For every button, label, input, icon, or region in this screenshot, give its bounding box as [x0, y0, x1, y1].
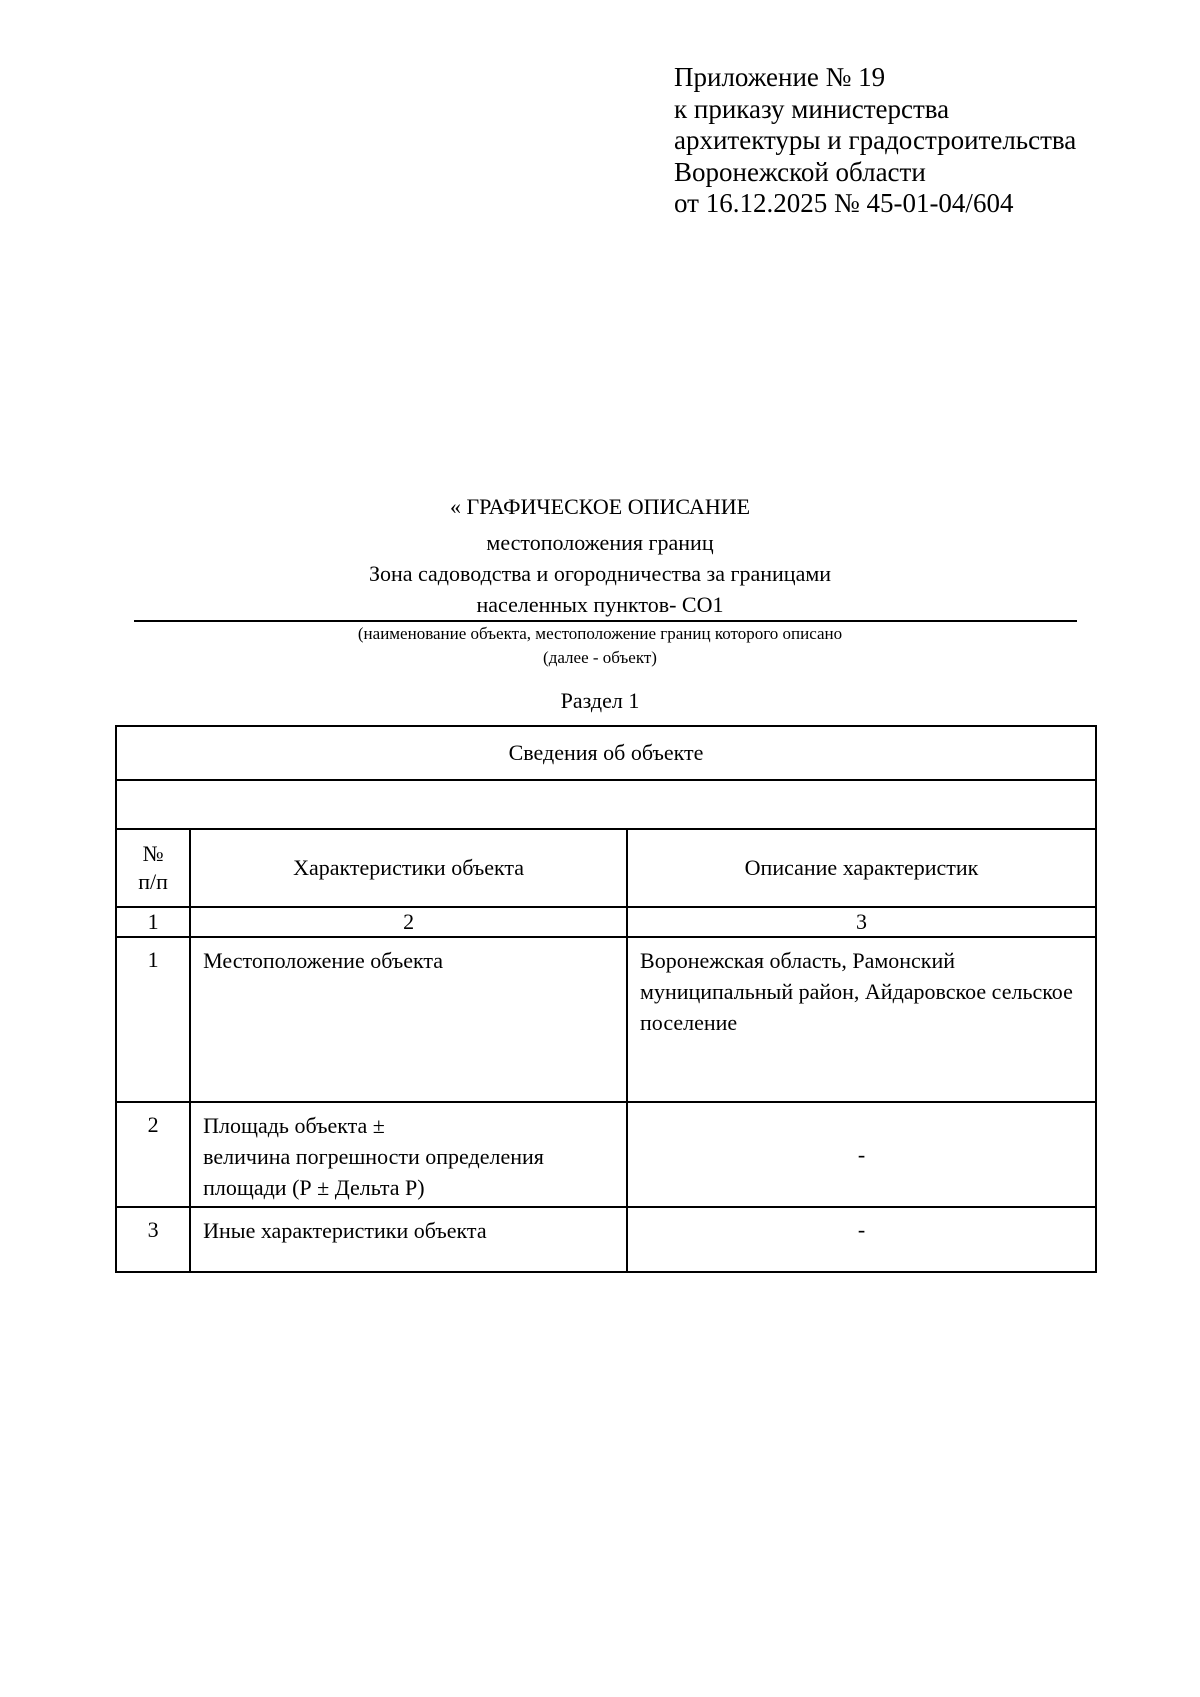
object-name-line-2: населенных пунктов- СО1	[476, 592, 724, 617]
object-note-line-2: (далее - объект)	[543, 648, 657, 667]
header-number-line-1: №	[142, 841, 164, 866]
appendix-line: Воронежской области	[674, 156, 926, 187]
index-cell: 2	[190, 907, 627, 937]
row-description: -	[627, 1207, 1096, 1272]
row-characteristic-line: Площадь объекта ±	[203, 1113, 385, 1138]
row-characteristic: Местоположение объекта	[190, 937, 627, 1102]
object-name-line-1: Зона садоводства и огородничества за границами	[368, 561, 832, 586]
document-heading: « ГРАФИЧЕСКОЕ ОПИСАНИЕ	[449, 494, 751, 519]
row-characteristic: Иные характеристики объекта	[190, 1207, 627, 1272]
table-header-row	[116, 829, 1096, 907]
appendix-header	[674, 62, 1076, 220]
appendix-line: архитектуры и градостроительства	[674, 125, 1077, 155]
row-number: 2	[116, 1102, 190, 1207]
table-caption: Сведения об объекте	[116, 726, 1096, 780]
header-number-line-2: п/п	[138, 869, 168, 894]
table-empty-row	[116, 780, 1096, 829]
table-row	[116, 937, 1096, 1102]
row-characteristic-line: площади (Р ± Дельта Р)	[203, 1175, 425, 1200]
table-row	[116, 1207, 1096, 1272]
row-description: Воронежская область, Рамонский муниципальный район, Айдаровское сельское поселение	[627, 937, 1096, 1102]
row-description: -	[627, 1102, 1096, 1207]
header-number	[116, 829, 190, 907]
appendix-line: от 16.12.2025 № 45-01-04/604	[674, 188, 1014, 218]
table-index-row	[116, 907, 1096, 937]
title-underline	[134, 620, 1077, 622]
index-cell: 3	[627, 907, 1096, 937]
row-number: 3	[116, 1207, 190, 1272]
document-subheading: местоположения границ	[486, 530, 714, 555]
row-number: 1	[116, 937, 190, 1102]
header-characteristics: Характеристики объекта	[190, 829, 627, 907]
header-description: Описание характеристик	[627, 829, 1096, 907]
object-info-table	[115, 725, 1097, 1273]
appendix-line: к приказу министерства	[674, 93, 950, 124]
row-characteristic-line: величина погрешности определения	[203, 1144, 544, 1169]
table-row	[116, 1102, 1096, 1207]
section-title: Раздел 1	[560, 688, 640, 713]
index-cell: 1	[116, 907, 190, 937]
appendix-line: Приложение № 19	[674, 62, 886, 92]
row-characteristic	[190, 1102, 627, 1207]
object-note-line-1: (наименование объекта, местоположение границ которого описано	[357, 624, 843, 643]
